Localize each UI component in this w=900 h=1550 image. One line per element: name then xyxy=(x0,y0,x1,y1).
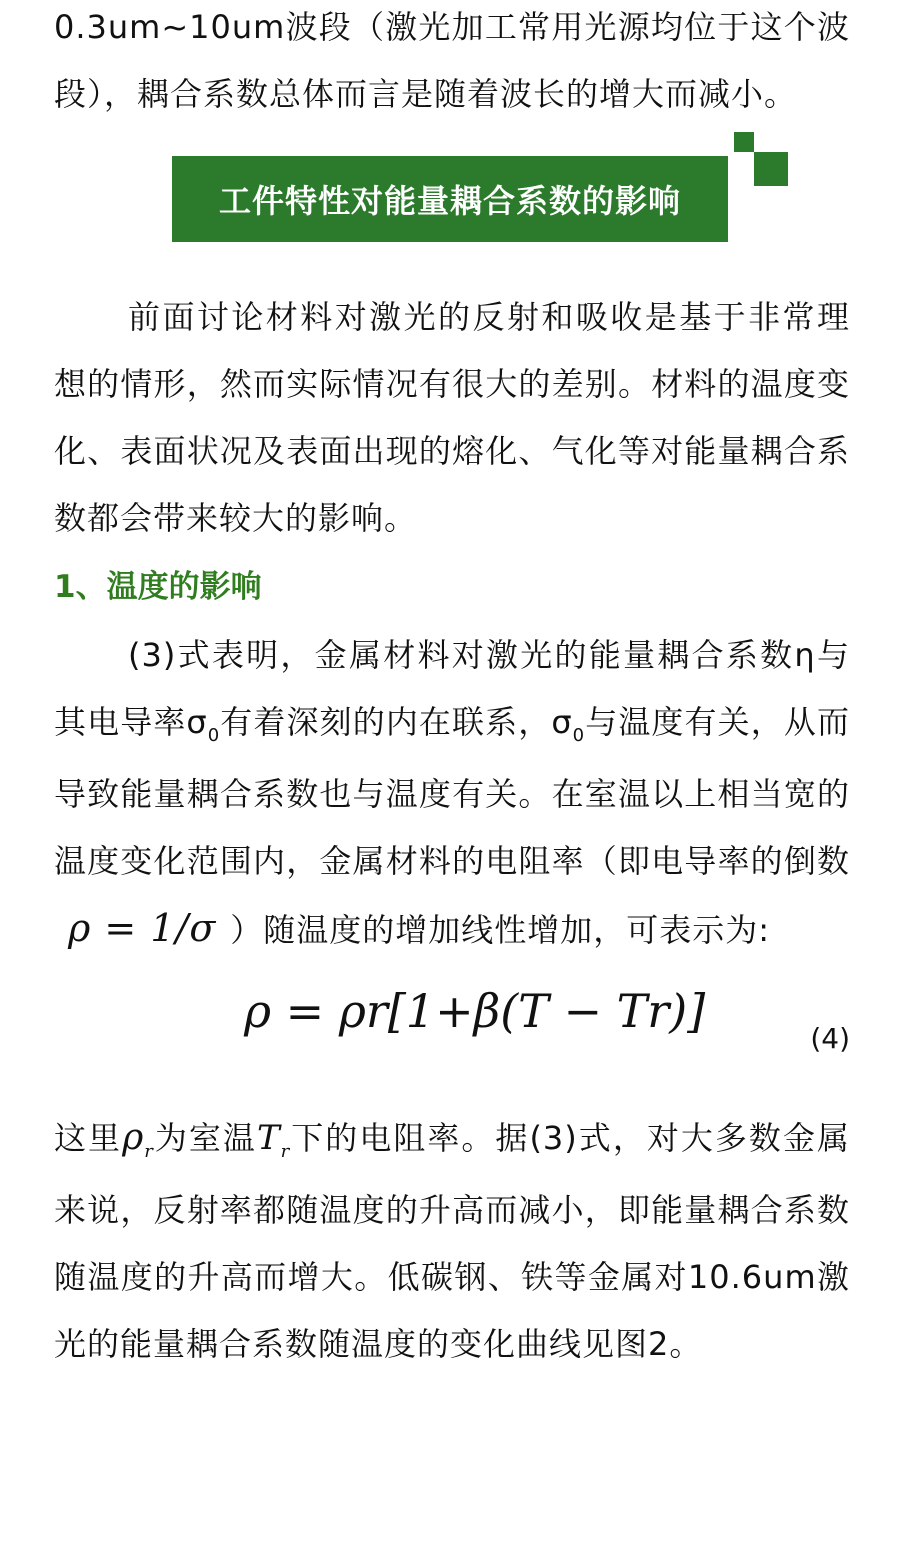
rho-subscript: r xyxy=(144,1141,154,1162)
equation-number: (4) xyxy=(810,1022,850,1055)
text-lead: 这里 xyxy=(54,1119,123,1157)
banner-decor-square-small xyxy=(734,132,754,152)
sigma-subscript-2: 0 xyxy=(572,725,586,746)
paragraph-temperature xyxy=(54,622,850,964)
paragraph-explanation xyxy=(54,1104,850,1378)
article-body xyxy=(54,0,850,1378)
text-b: 有着深刻的内在联系，σ xyxy=(220,703,573,741)
t-subscript: r xyxy=(280,1141,291,1162)
t-symbol: T xyxy=(256,1118,281,1158)
paragraph-intro: 0.3um~10um波段（激光加工常用光源均位于这个波段），耦合系数总体而言是随着波长的增大而减小。 xyxy=(54,8,850,113)
inline-formula: ρ = 1/σ xyxy=(68,906,217,950)
rho-symbol: ρ xyxy=(122,1117,145,1158)
text-c: 与温度有关，从而导致能量耦合系数也与温度有关。在室温以上相当宽的温度变化范围内，金属材料的电阻率（即电导率的倒数 xyxy=(54,703,850,880)
equation-formula: ρ = ρr[1+β(T − Tr)] xyxy=(244,984,706,1038)
section-banner xyxy=(54,128,850,268)
paragraph-workpiece: 前面讨论材料对激光的反射和吸收是基于非常理想的情形，然而实际情况有很大的差别。材料的温度变化、表面状况及表面出现的熔化、气化等对能量耦合系数都会带来较大的影响。 xyxy=(54,298,850,537)
text-mid: 为室温 xyxy=(153,1119,257,1157)
equation-block xyxy=(54,964,850,1104)
banner-decor-square-large xyxy=(754,152,788,186)
text-d: ）随温度的增加线性增加，可表示为: xyxy=(230,911,771,949)
text-a: (3)式表明，金属材料对激光的能量耦合系数η与其电导率σ xyxy=(54,636,850,741)
banner-title: 工件特性对能量耦合系数的影响 xyxy=(172,156,728,242)
text-rest: 下的电阻率。据(3)式，对大多数金属来说，反射率都随温度的升高而减小，即能量耦合系数随温度的升高而增大。低碳钢、铁等金属对10.6um激光的能量耦合系数随温度的变化曲线见图2。 xyxy=(54,1119,850,1363)
sigma-subscript: 0 xyxy=(207,725,221,746)
section-heading-temperature: 1、温度的影响 xyxy=(54,569,262,605)
